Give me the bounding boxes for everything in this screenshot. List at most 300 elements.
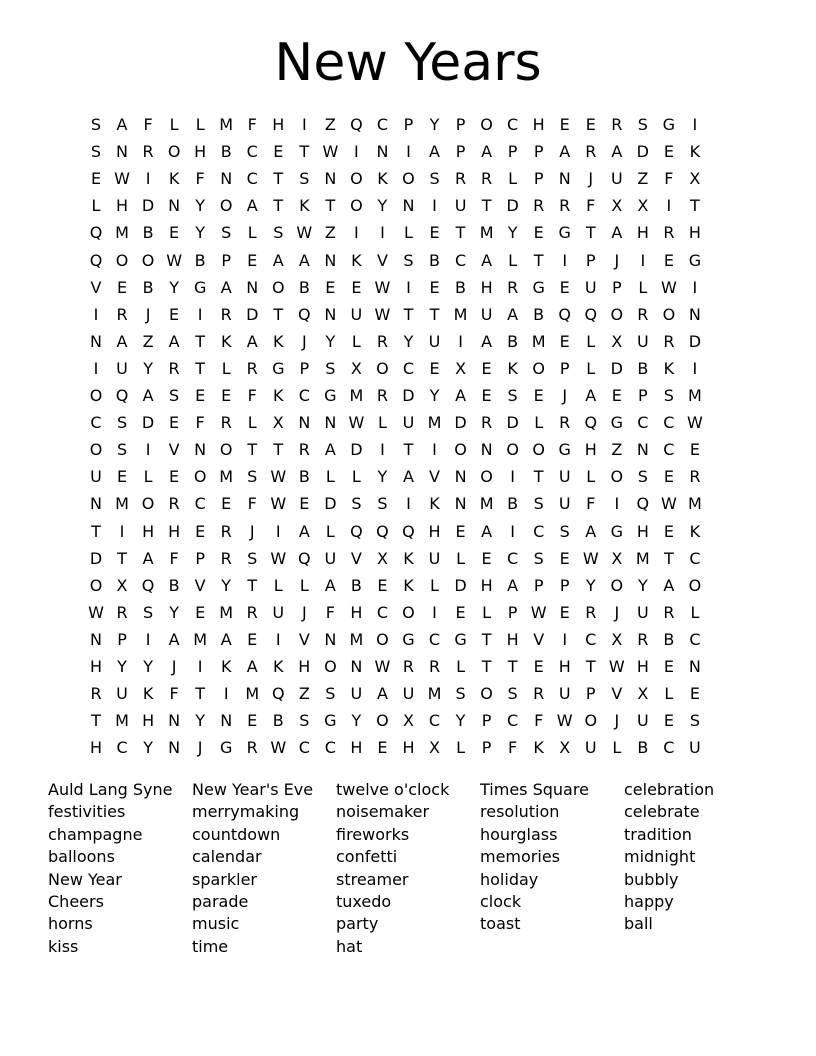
grid-row: [83, 734, 708, 761]
grid-letter: R: [220, 521, 232, 541]
grid-letter: O: [271, 277, 285, 297]
word-bank-item: tradition: [624, 824, 692, 844]
grid-letter: N: [90, 331, 102, 351]
grid-letter: Q: [298, 304, 311, 324]
grid-letter: T: [91, 521, 101, 541]
grid-letter: L: [456, 738, 465, 758]
grid-row: [83, 707, 708, 734]
grid-letter: H: [506, 629, 519, 649]
grid-letter: I: [692, 358, 698, 378]
grid-letter: V: [429, 467, 440, 487]
grid-letter: E: [689, 440, 700, 460]
grid-letter: X: [376, 548, 388, 568]
grid-letter: N: [402, 196, 415, 216]
grid-letter: R: [220, 413, 232, 433]
grid-letter: A: [585, 386, 597, 405]
grid-letter: H: [350, 602, 363, 622]
grid-letter: Y: [195, 196, 206, 216]
grid-letter: R: [168, 358, 180, 378]
grid-letter: L: [169, 115, 179, 134]
grid-letter: O: [376, 711, 389, 731]
grid-letter: Q: [402, 521, 415, 541]
grid-letter: Y: [195, 711, 206, 731]
grid-letter: L: [247, 413, 257, 433]
grid-letter: N: [350, 657, 363, 676]
grid-letter: Q: [89, 250, 103, 270]
grid-letter: E: [169, 304, 180, 324]
grid-letter: A: [481, 521, 493, 541]
grid-letter: Y: [637, 575, 648, 595]
grid-letter: S: [637, 467, 648, 487]
grid-letter: N: [246, 277, 259, 297]
grid-row: [83, 138, 708, 165]
grid-letter: A: [324, 440, 336, 460]
grid-row: [83, 409, 708, 436]
grid-letter: C: [298, 738, 310, 758]
grid-letter: Q: [350, 115, 363, 134]
word-bank-item: Cheers: [48, 892, 104, 912]
grid-letter: A: [298, 250, 310, 270]
grid-letter: U: [558, 684, 571, 704]
grid-letter: U: [90, 467, 102, 487]
grid-letter: L: [508, 169, 518, 189]
grid-letter: W: [270, 467, 287, 487]
grid-letter: H: [636, 657, 649, 676]
grid-letter: E: [481, 358, 492, 378]
word-bank-item: New Year's Eve: [192, 780, 314, 799]
grid-letter: G: [558, 440, 571, 460]
grid-letter: F: [169, 548, 179, 568]
grid-letter: S: [247, 467, 258, 487]
grid-letter: S: [507, 684, 518, 704]
grid-letter: O: [89, 575, 103, 595]
grid-letter: E: [663, 250, 674, 270]
grid-letter: C: [585, 629, 597, 649]
grid-letter: O: [376, 629, 389, 649]
word-bank-item: bubbly: [624, 869, 679, 889]
grid-letter: S: [273, 223, 284, 243]
grid-letter: K: [273, 331, 284, 351]
grid-letter: D: [89, 548, 103, 568]
grid-letter: E: [533, 657, 544, 676]
grid-letter: M: [349, 629, 364, 649]
grid-letter: R: [663, 602, 675, 622]
word-bank-item: confetti: [336, 847, 398, 867]
grid-letter: D: [350, 440, 363, 460]
grid-letter: W: [114, 169, 130, 189]
grid-letter: W: [530, 602, 547, 622]
grid-letter: R: [220, 304, 232, 324]
grid-letter: M: [479, 494, 494, 514]
grid-letter: H: [89, 738, 103, 758]
grid-letter: H: [298, 657, 311, 676]
grid-letter: E: [169, 467, 180, 487]
grid-letter: R: [611, 115, 623, 134]
word-bank-column: [480, 779, 620, 936]
grid-letter: T: [273, 169, 284, 189]
grid-row: [83, 518, 708, 545]
grid-letter: A: [246, 196, 258, 216]
grid-letter: L: [664, 684, 674, 704]
grid-letter: R: [376, 331, 388, 351]
grid-letter: A: [324, 575, 336, 595]
grid-letter: S: [351, 494, 362, 514]
grid-letter: M: [115, 711, 129, 731]
grid-letter: I: [510, 521, 515, 541]
grid-letter: O: [141, 494, 155, 514]
grid-letter: Y: [325, 331, 336, 351]
grid-letter: Z: [142, 331, 154, 351]
grid-letter: H: [636, 223, 649, 243]
grid-letter: O: [376, 358, 389, 378]
grid-letter: J: [614, 602, 620, 622]
grid-letter: N: [116, 142, 129, 162]
grid-letter: C: [116, 738, 128, 758]
grid-letter: X: [559, 738, 571, 758]
word-bank-item: hourglass: [480, 824, 558, 844]
grid-letter: A: [585, 521, 597, 541]
grid-letter: U: [584, 277, 597, 297]
grid-letter: E: [377, 738, 388, 758]
grid-letter: T: [690, 196, 700, 216]
grid-letter: M: [245, 684, 260, 704]
grid-letter: T: [325, 196, 336, 216]
grid-letter: I: [380, 440, 385, 460]
grid-letter: T: [195, 331, 206, 351]
grid-letter: B: [142, 223, 154, 243]
grid-letter: D: [454, 413, 467, 433]
word-bank-item: holiday: [480, 869, 539, 889]
grid-letter: K: [273, 386, 284, 405]
grid-letter: Q: [298, 548, 311, 568]
page-title: New Years: [274, 33, 542, 93]
grid-letter: R: [533, 196, 545, 216]
grid-letter: B: [507, 331, 519, 351]
grid-letter: N: [324, 629, 337, 649]
grid-letter: P: [221, 250, 232, 270]
word-bank-item: celebrate: [624, 802, 700, 822]
grid-letter: L: [325, 521, 335, 541]
grid-letter: U: [636, 331, 649, 351]
grid-letter: T: [403, 440, 414, 460]
grid-letter: I: [510, 467, 515, 487]
grid-letter: A: [376, 684, 388, 704]
word-bank-item: celebration: [624, 780, 715, 799]
grid-letter: N: [376, 142, 389, 162]
grid-letter: A: [168, 629, 180, 649]
grid-letter: C: [376, 602, 389, 622]
grid-letter: T: [429, 304, 440, 324]
grid-letter: I: [562, 629, 568, 649]
grid-letter: A: [142, 548, 154, 568]
grid-letter: B: [429, 250, 440, 270]
grid-letter: R: [246, 358, 258, 378]
grid-letter: T: [533, 467, 544, 487]
grid-row: [83, 219, 708, 246]
grid-letter: H: [142, 711, 155, 731]
grid-letter: R: [689, 467, 701, 487]
grid-letter: A: [298, 521, 310, 541]
grid-letter: V: [376, 250, 388, 270]
grid-letter: O: [89, 440, 103, 460]
word-bank-item: Times Square: [480, 780, 589, 799]
grid-letter: N: [168, 711, 181, 731]
grid-letter: A: [455, 386, 467, 405]
grid-letter: N: [220, 169, 233, 189]
word-bank-item: toast: [480, 914, 521, 934]
grid-letter: A: [481, 142, 493, 162]
word-bank-item: champagne: [48, 824, 143, 844]
grid-letter: G: [532, 277, 545, 297]
grid-letter: T: [273, 304, 284, 324]
grid-letter: D: [610, 358, 623, 378]
grid-letter: B: [637, 738, 649, 758]
grid-letter: T: [91, 711, 101, 731]
grid-letter: L: [456, 657, 465, 676]
grid-letter: Y: [377, 467, 388, 487]
grid-letter: S: [247, 548, 258, 568]
grid-letter: K: [351, 250, 362, 270]
grid-letter: T: [247, 440, 258, 460]
grid-letter: D: [246, 304, 259, 324]
grid-letter: N: [168, 738, 181, 758]
grid-letter: I: [197, 657, 203, 676]
grid-row: [83, 355, 708, 382]
word-bank-item: balloons: [48, 847, 115, 867]
grid-letter: T: [299, 142, 310, 162]
grid-letter: I: [406, 494, 411, 514]
word-bank-item: memories: [480, 847, 561, 867]
grid-letter: P: [507, 602, 518, 622]
grid-letter: S: [116, 440, 128, 460]
grid-letter: X: [611, 629, 623, 649]
grid-letter: F: [247, 494, 257, 514]
grid-letter: I: [406, 277, 411, 297]
grid-letter: O: [219, 440, 233, 460]
grid-letter: O: [662, 304, 676, 324]
grid-letter: R: [637, 304, 649, 324]
grid-letter: S: [533, 548, 544, 568]
grid-letter: A: [246, 331, 258, 351]
grid-letter: O: [480, 115, 493, 134]
grid-letter: E: [689, 684, 700, 704]
grid-letter: L: [221, 358, 231, 378]
grid-letter: Q: [376, 521, 389, 541]
grid-letter: P: [481, 711, 492, 731]
grid-letter: T: [117, 548, 127, 568]
grid-letter: P: [117, 629, 127, 649]
grid-letter: R: [585, 602, 597, 622]
grid-letter: Y: [507, 223, 518, 243]
grid-letter: C: [507, 115, 519, 134]
grid-letter: E: [481, 548, 492, 568]
grid-letter: V: [90, 277, 102, 297]
grid-letter: B: [168, 575, 180, 595]
grid-letter: T: [481, 657, 492, 676]
grid-letter: O: [350, 196, 363, 216]
grid-letter: E: [90, 169, 102, 189]
grid-letter: C: [428, 711, 441, 731]
grid-letter: L: [351, 467, 361, 487]
grid-letter: O: [506, 440, 519, 460]
grid-letter: G: [219, 738, 233, 758]
grid-letter: P: [533, 169, 544, 189]
grid-letter: N: [454, 467, 467, 487]
grid-letter: E: [325, 277, 336, 297]
grid-letter: S: [663, 386, 674, 405]
grid-letter: R: [90, 684, 102, 704]
grid-letter: N: [324, 250, 337, 270]
grid-letter: I: [692, 115, 698, 134]
grid-letter: S: [90, 142, 102, 162]
grid-letter: H: [636, 521, 649, 541]
grid-letter: P: [638, 386, 648, 405]
grid-letter: T: [403, 304, 414, 324]
grid-letter: Q: [115, 386, 129, 405]
grid-letter: O: [141, 250, 155, 270]
grid-letter: R: [559, 413, 571, 433]
grid-letter: F: [247, 386, 257, 405]
grid-letter: G: [610, 413, 623, 433]
grid-letter: C: [507, 548, 519, 568]
grid-letter: G: [610, 521, 623, 541]
grid-letter: Y: [455, 711, 466, 731]
grid-letter: X: [350, 358, 362, 378]
grid-letter: T: [533, 250, 544, 270]
word-bank-item: sparkler: [192, 869, 258, 889]
grid-letter: I: [93, 304, 99, 324]
grid-letter: F: [195, 413, 205, 433]
grid-letter: O: [584, 711, 598, 731]
grid-letter: R: [428, 657, 441, 676]
grid-letter: X: [272, 413, 284, 433]
grid-letter: G: [558, 223, 571, 243]
grid-letter: Z: [637, 169, 649, 189]
grid-letter: S: [143, 602, 154, 622]
grid-row: [83, 165, 708, 192]
grid-letter: T: [507, 657, 518, 676]
grid-letter: N: [324, 169, 337, 189]
grid-letter: X: [611, 331, 623, 351]
grid-letter: I: [640, 250, 646, 270]
grid-letter: M: [688, 494, 702, 514]
grid-row: [83, 111, 708, 138]
grid-letter: S: [455, 684, 466, 704]
grid-letter: E: [247, 629, 258, 649]
grid-letter: F: [247, 115, 257, 134]
grid-letter: P: [611, 277, 622, 297]
grid-letter: I: [145, 629, 151, 649]
word-bank-item: hat: [336, 936, 363, 956]
grid-letter: G: [454, 629, 467, 649]
grid-letter: Z: [324, 223, 336, 243]
grid-letter: W: [322, 142, 339, 162]
grid-letter: M: [193, 629, 208, 649]
grid-letter: R: [116, 602, 128, 622]
grid-letter: U: [350, 304, 363, 324]
grid-letter: K: [403, 548, 414, 568]
grid-row: [83, 490, 708, 517]
grid-letter: H: [532, 115, 545, 134]
grid-letter: W: [374, 277, 391, 297]
grid-letter: W: [582, 548, 599, 568]
grid-letter: P: [455, 142, 466, 162]
grid-letter: I: [432, 196, 437, 216]
grid-letter: D: [506, 413, 519, 433]
grid-letter: U: [116, 358, 128, 378]
grid-letter: X: [429, 738, 440, 758]
grid-letter: L: [456, 548, 465, 568]
grid-letter: J: [614, 711, 620, 731]
grid-letter: K: [429, 494, 440, 514]
grid-letter: E: [455, 521, 466, 541]
grid-letter: J: [301, 331, 307, 351]
grid-letter: V: [350, 548, 362, 568]
grid-letter: I: [197, 304, 203, 324]
grid-row: [83, 382, 708, 409]
grid-letter: J: [197, 738, 203, 758]
grid-letter: L: [690, 602, 700, 622]
grid-letter: C: [663, 440, 675, 460]
grid-letter: E: [169, 413, 180, 433]
word-bank-item: party: [336, 914, 379, 934]
grid-letter: O: [532, 358, 545, 378]
grid-letter: N: [688, 657, 701, 676]
grid-letter: E: [429, 358, 440, 378]
grid-letter: Q: [584, 304, 598, 324]
word-bank-item: Auld Lang Syne: [48, 780, 173, 799]
grid-letter: F: [169, 684, 179, 704]
grid-letter: G: [272, 358, 285, 378]
grid-letter: Y: [143, 738, 153, 758]
grid-letter: H: [168, 521, 181, 541]
grid-row: [83, 680, 708, 707]
grid-letter: W: [686, 413, 703, 433]
grid-letter: W: [374, 657, 391, 676]
grid-letter: D: [141, 196, 155, 216]
grid-letter: C: [246, 142, 258, 162]
grid-letter: Y: [169, 602, 179, 622]
grid-letter: E: [247, 711, 258, 731]
grid-letter: M: [635, 548, 650, 568]
grid-letter: E: [663, 657, 674, 676]
grid-letter: R: [246, 602, 258, 622]
grid-letter: Q: [636, 494, 650, 514]
grid-letter: F: [534, 711, 544, 731]
grid-letter: I: [432, 602, 437, 622]
grid-letter: A: [246, 657, 258, 676]
grid-letter: E: [195, 521, 206, 541]
grid-letter: W: [88, 602, 104, 622]
grid-letter: F: [508, 738, 518, 758]
grid-letter: R: [142, 142, 154, 162]
grid-letter: E: [195, 386, 206, 405]
grid-letter: A: [220, 277, 232, 297]
grid-letter: Q: [141, 575, 155, 595]
grid-letter: V: [298, 629, 310, 649]
grid-letter: B: [533, 304, 545, 324]
grid-letter: P: [533, 575, 544, 595]
grid-letter: U: [610, 169, 623, 189]
grid-letter: N: [480, 440, 493, 460]
grid-letter: M: [427, 684, 442, 704]
grid-letter: H: [480, 575, 493, 595]
grid-letter: O: [480, 684, 493, 704]
grid-letter: Q: [89, 223, 103, 243]
grid-letter: M: [219, 602, 234, 622]
grid-letter: E: [429, 277, 440, 297]
grid-letter: S: [299, 711, 310, 731]
